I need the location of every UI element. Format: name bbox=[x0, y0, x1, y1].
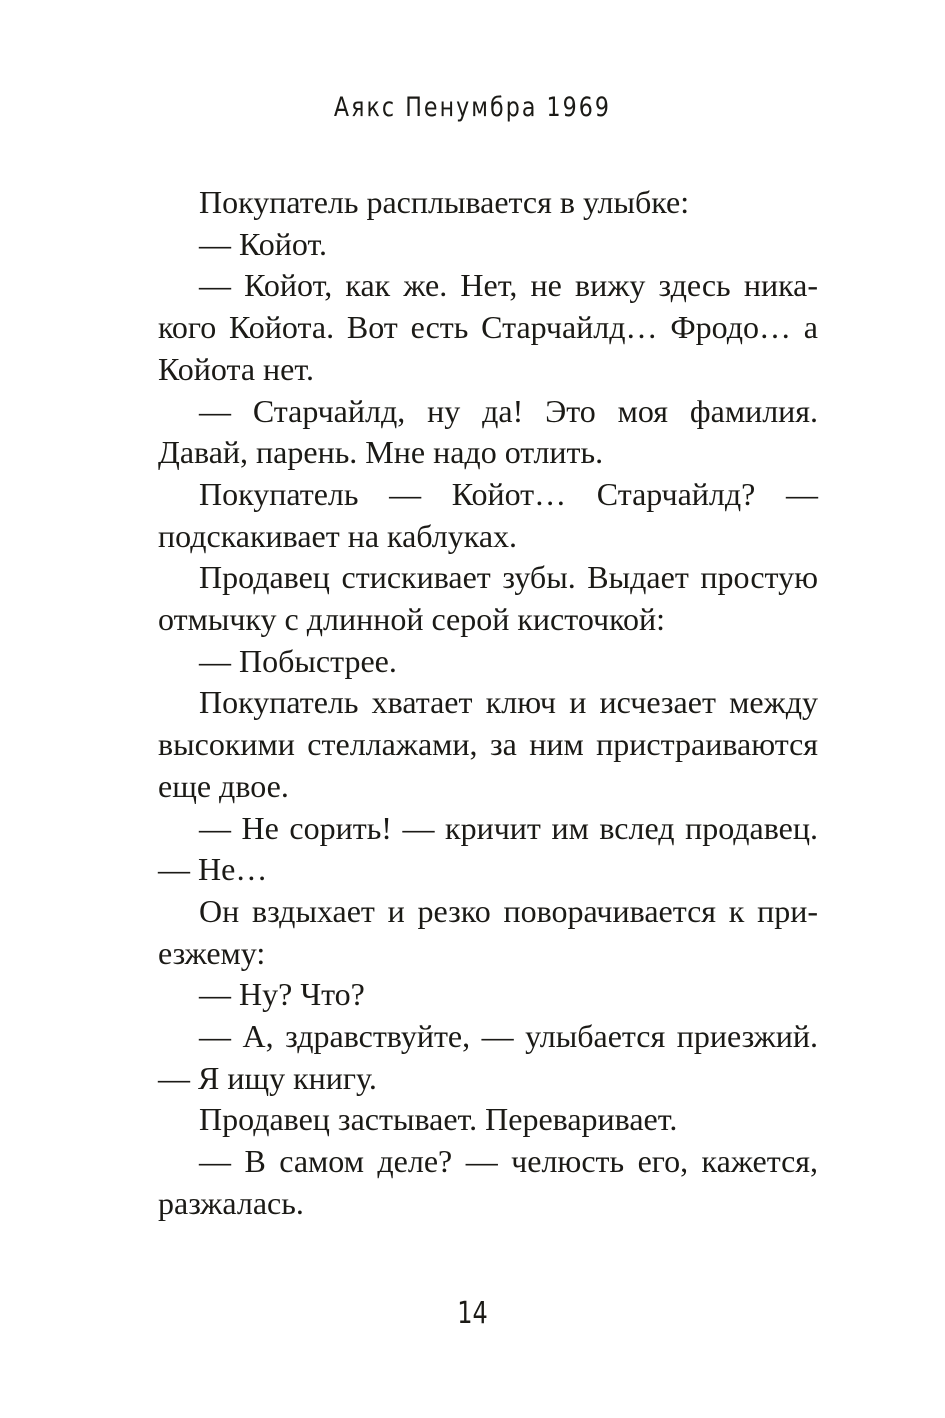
paragraph: Он вздыхает и резко поворачивается к приезжему: bbox=[158, 892, 818, 971]
paragraph: Покупатель хватает ключ и исчезает между высокими стеллажами, за ним пристраиваются еще двое. bbox=[158, 684, 818, 804]
body-text bbox=[158, 182, 818, 1225]
paragraph: — Побыстрее. bbox=[199, 642, 397, 679]
paragraph: — А, здравствуйте, — улыбается приезжий. — Я ищу книгу. bbox=[158, 1018, 818, 1096]
paragraph: — Старчайлд, ну да! Это моя фамилия. Давай, парень. Мне надо отлить. bbox=[158, 392, 818, 471]
page-number: 14 bbox=[457, 1296, 488, 1331]
paragraph: — Не сорить! — кричит им вслед продавец. — Не… bbox=[158, 809, 818, 888]
paragraph: — Ну? Что? bbox=[199, 976, 365, 1013]
paragraph: Продавец застывает. Переваривает. bbox=[199, 1101, 678, 1138]
running-head: Аякс Пенумбра 1969 bbox=[333, 92, 612, 123]
paragraph: Покупатель расплывается в улыбке: bbox=[199, 184, 690, 220]
paragraph: — Койот. bbox=[199, 225, 328, 262]
paragraph: — Койот, как же. Нет, не вижу здесь никакого Койота. Вот есть Старчайлд… Фродо… а Койота нет. bbox=[158, 267, 818, 387]
paragraph: Продавец стискивает зубы. Выдает простую отмычку с длинной серой кисточкой: bbox=[158, 559, 818, 638]
paragraph: Покупатель — Койот… Старчайлд? — подскакивает на каблуках. bbox=[158, 475, 818, 554]
paragraph: — В самом деле? — челюсть его, кажется, разжалась. bbox=[158, 1143, 818, 1221]
